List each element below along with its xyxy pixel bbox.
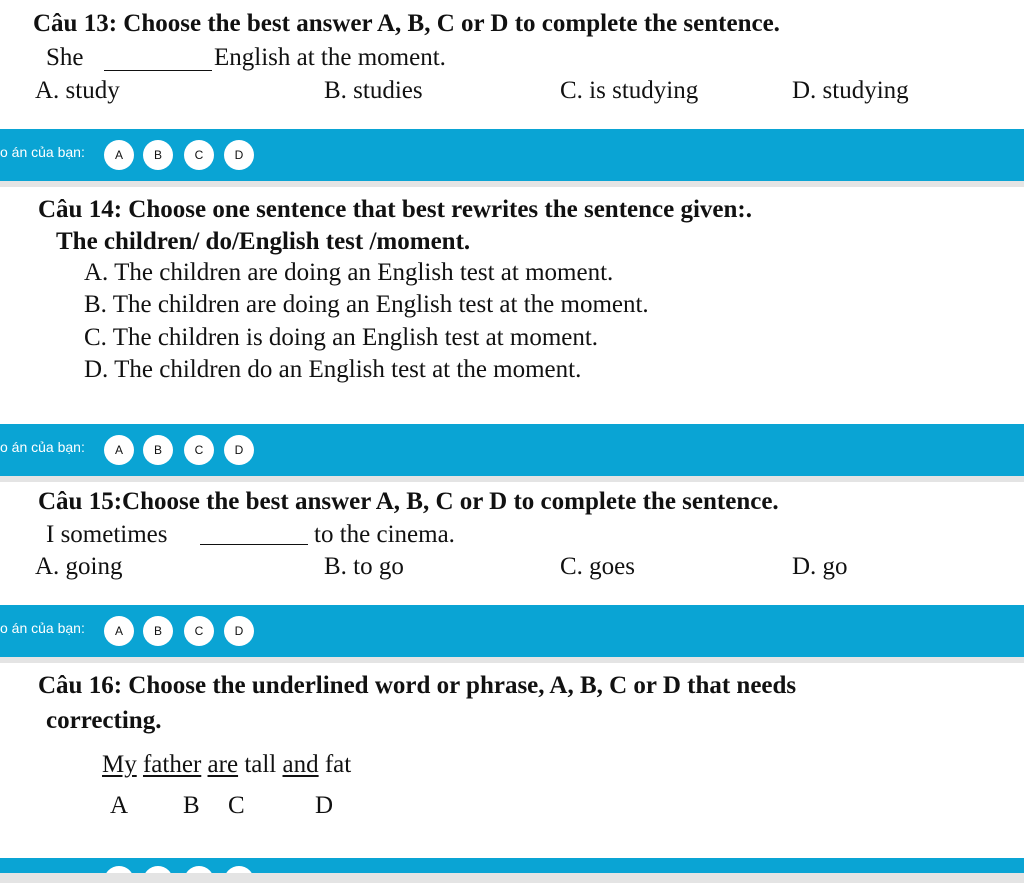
q14-prompt: The children/ do/English test /moment. <box>56 228 471 255</box>
separator <box>0 476 1024 482</box>
q16-letter-d: D <box>315 792 334 819</box>
q15-option-a: A. going <box>35 553 123 580</box>
q16-title-line1: Câu 16: Choose the underlined word or phrase, A, B, C or D that needs <box>38 672 797 699</box>
q16-letter-b: B <box>183 792 200 819</box>
q13-stem-before: She <box>46 44 84 71</box>
q13-blank <box>104 70 212 71</box>
q13-answer-c[interactable]: C <box>184 140 214 170</box>
q16-answer-c[interactable] <box>184 866 214 873</box>
answer-bar-label: o án của bạn: <box>0 439 85 455</box>
q14-option-d: D. The children do an English test at the moment. <box>84 356 582 383</box>
q15-blank <box>200 544 308 545</box>
q13-answer-b[interactable]: B <box>143 140 173 170</box>
q15-option-c: C. goes <box>560 553 635 580</box>
q14-option-a: A. The children are doing an English test at moment. <box>84 259 614 286</box>
q13-option-c: C. is studying <box>560 77 699 104</box>
q16-letter-a: A <box>110 792 129 819</box>
q13-answer-a[interactable]: A <box>104 140 134 170</box>
q13-answer-d[interactable]: D <box>224 140 254 170</box>
q14-title: Câu 14: Choose one sentence that best rewrites the sentence given:. <box>38 196 753 223</box>
q15-stem-before: I sometimes <box>46 521 168 548</box>
q13-title: Câu 13: Choose the best answer A, B, C or D to complete the sentence. <box>33 10 780 37</box>
q15-answer-bar <box>0 605 1024 657</box>
q14-answer-a[interactable]: A <box>104 435 134 465</box>
q14-option-b: B. The children are doing an English test at the moment. <box>84 291 649 318</box>
q15-option-d: D. go <box>792 553 848 580</box>
q15-stem-after: to the cinema. <box>314 521 455 548</box>
answer-bar-label: o án của bạn: <box>0 144 85 160</box>
q16-answer-a[interactable] <box>104 866 134 873</box>
answer-bar-label: o án của bạn: <box>0 620 85 636</box>
q13-stem-after: English at the moment. <box>214 44 446 71</box>
q15-title: Câu 15:Choose the best answer A, B, C or D to complete the sentence. <box>38 488 779 515</box>
q14-answer-bar <box>0 424 1024 476</box>
q16-sentence <box>102 751 351 779</box>
separator <box>0 873 1024 883</box>
q14-option-c: C. The children is doing an English test at moment. <box>84 324 599 351</box>
q14-answer-d[interactable]: D <box>224 435 254 465</box>
q16-word-my: My <box>102 751 137 778</box>
q13-option-a: A. study <box>35 77 120 104</box>
q16-word-tall: tall <box>244 751 277 778</box>
separator <box>0 181 1024 187</box>
separator <box>0 657 1024 663</box>
q15-answer-b[interactable]: B <box>143 616 173 646</box>
q15-answer-d[interactable]: D <box>224 616 254 646</box>
q16-letter-c: C <box>228 792 245 819</box>
q14-answer-b[interactable]: B <box>143 435 173 465</box>
q14-answer-c[interactable]: C <box>184 435 214 465</box>
q13-option-b: B. studies <box>324 77 423 104</box>
q13-option-d: D. studying <box>792 77 909 104</box>
q16-word-are: are <box>207 751 239 778</box>
q16-answer-d[interactable] <box>224 866 254 873</box>
q16-word-fat: fat <box>324 751 352 778</box>
q16-answer-b[interactable] <box>143 866 173 873</box>
q15-option-b: B. to go <box>324 553 404 580</box>
q16-word-father: father <box>142 751 202 778</box>
q16-title-line2: correcting. <box>46 707 162 734</box>
q15-answer-a[interactable]: A <box>104 616 134 646</box>
q15-answer-c[interactable]: C <box>184 616 214 646</box>
q16-answer-bar <box>0 858 1024 873</box>
q13-answer-bar <box>0 129 1024 181</box>
q16-word-and: and <box>282 751 319 778</box>
